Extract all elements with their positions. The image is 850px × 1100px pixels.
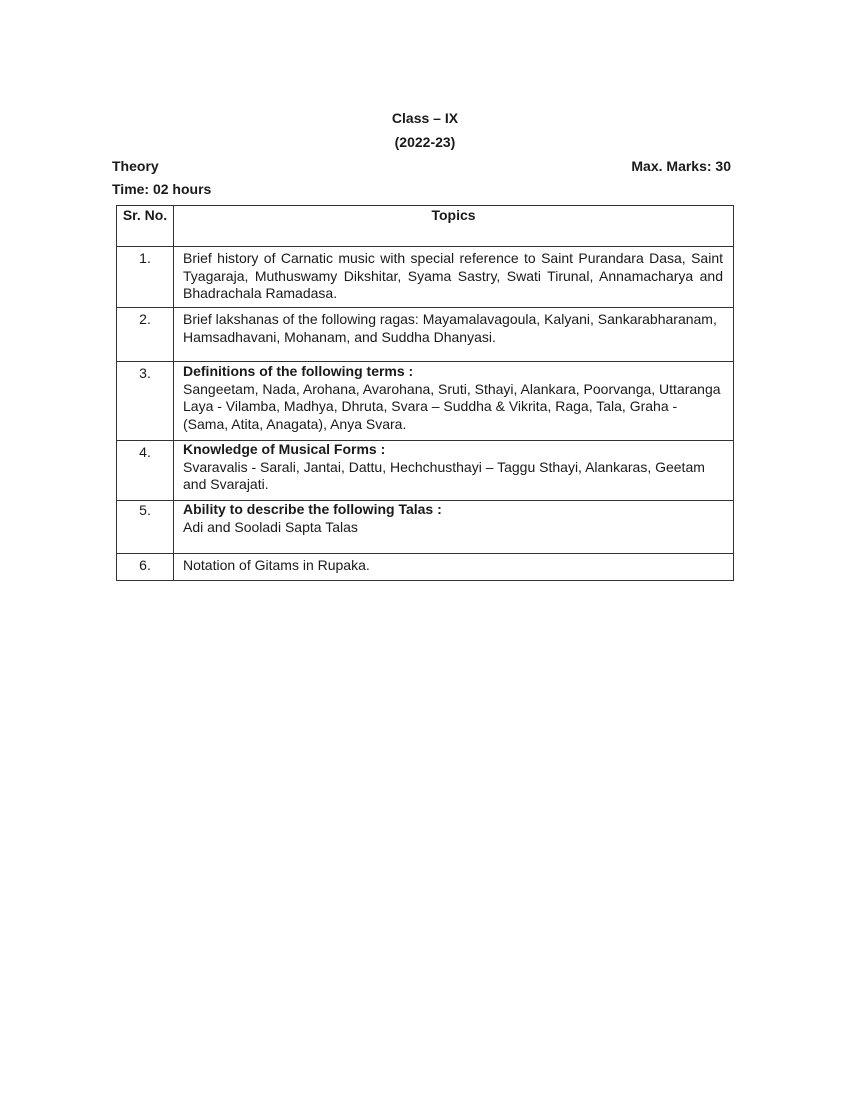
topic-text: Sangeetam, Nada, Arohana, Avarohana, Sruti, Sthayi, Alankara, Poorvanga, Uttaranga Laya - Vilamba, Madhya, Dhruta, Svara – Suddha & Vikrita, Raga, Tala, Graha - (Sama, Atita, Anagata), Anya Svara.: [183, 380, 721, 432]
topic-text: Svaravalis - Sarali, Jantai, Dattu, Hechchusthayi – Taggu Sthayi, Alankaras, Geetam and Svarajati.: [183, 458, 705, 492]
row-number: 4.: [139, 444, 151, 460]
syllabus-table: [116, 205, 734, 581]
table-row: [117, 441, 734, 501]
row-number-cell: [117, 501, 174, 554]
topic-cell: [174, 554, 734, 581]
header-sr-no: Sr. No.: [117, 206, 174, 247]
header-topics: Topics: [174, 206, 734, 247]
row-number-cell: [117, 362, 174, 441]
row-number-cell: [117, 441, 174, 501]
time-duration: Time: 02 hours: [112, 181, 212, 197]
table-row: [117, 501, 734, 554]
topic-heading: Ability to describe the following Talas :: [183, 501, 442, 517]
section-label: Theory: [112, 158, 159, 174]
table-row: [117, 362, 734, 441]
row-number: 6.: [139, 557, 151, 573]
topic-text: Adi and Sooladi Sapta Talas: [183, 518, 358, 535]
row-number-cell: [117, 554, 174, 581]
topic-heading: Definitions of the following terms :: [183, 363, 414, 379]
table-row: [117, 308, 734, 362]
topic-text: Brief lakshanas of the following ragas: Mayamalavagoula, Kalyani, Sankarabharanam, Hamsadhavani, Mohanam, and Suddha Dhanyasi.: [183, 311, 717, 345]
row-number: 1.: [139, 250, 151, 266]
topic-text: Notation of Gitams in Rupaka.: [183, 557, 370, 573]
topic-text: Brief history of Carnatic music with special reference to Saint Purandara Dasa, Saint Tyagaraja, Muthuswamy Dikshitar, Syama Sastry, Swati Tirunal, Annamacharya and Bhadrachala Ramadasa.: [183, 250, 723, 301]
table-row: [117, 554, 734, 581]
topic-cell: [174, 441, 734, 501]
topic-cell: [174, 247, 734, 308]
max-marks: Max. Marks: 30: [631, 158, 731, 174]
row-number: 2.: [139, 311, 151, 327]
topic-heading: Knowledge of Musical Forms :: [183, 441, 386, 457]
class-title: Class – IX: [391, 110, 459, 126]
table-header-row: [117, 206, 734, 247]
row-number: 3.: [139, 365, 151, 381]
row-number: 5.: [139, 502, 151, 518]
topic-cell: [174, 308, 734, 362]
topic-cell: [174, 501, 734, 554]
row-number-cell: [117, 247, 174, 308]
row-number-cell: [117, 308, 174, 362]
academic-year: (2022-23): [394, 134, 456, 150]
table-row: [117, 247, 734, 308]
topic-cell: [174, 362, 734, 441]
